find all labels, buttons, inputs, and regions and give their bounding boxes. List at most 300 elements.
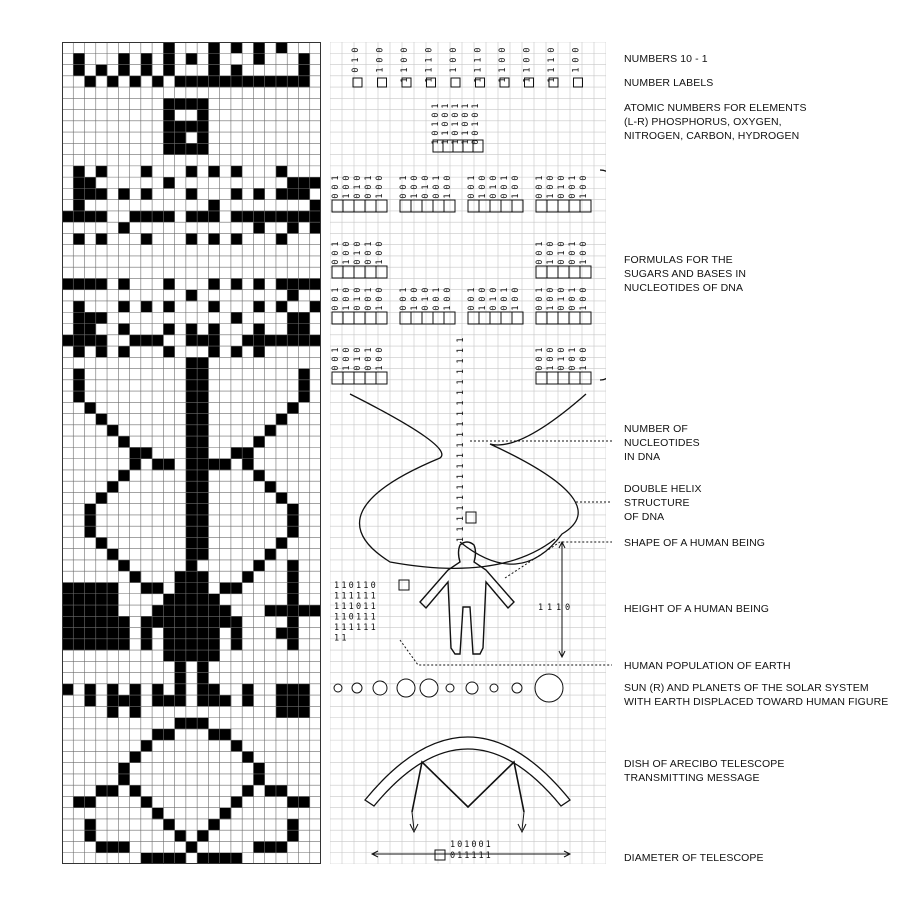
formula-bit: 1 <box>342 305 352 311</box>
message-pixel <box>298 188 310 200</box>
nucleotide-bit: 1 <box>456 379 466 385</box>
number-label-box <box>574 78 583 87</box>
formula-bit: 0 <box>557 365 567 371</box>
message-pixel <box>208 616 220 628</box>
formula-box <box>558 266 569 278</box>
message-pixel <box>163 177 175 189</box>
atomic-bit: 0 <box>461 112 471 118</box>
message-pixel <box>287 324 299 336</box>
formula-bit: 1 <box>557 356 567 362</box>
message-pixel <box>107 841 119 853</box>
binary-message-grid <box>62 42 321 864</box>
message-pixel <box>253 841 265 853</box>
formula-box <box>411 200 422 212</box>
number-bit: 0 <box>571 57 582 63</box>
formula-bit: 0 <box>331 365 341 371</box>
number-bit: 1 <box>424 67 435 73</box>
message-pixel <box>186 402 198 414</box>
atomic-bit: 1 <box>461 139 471 145</box>
message-pixel <box>85 515 97 527</box>
message-pixel <box>287 76 299 88</box>
formula-bit: 0 <box>467 296 477 302</box>
formula-box <box>547 312 558 324</box>
number-bit: 1 <box>473 67 484 73</box>
message-pixel <box>118 639 130 651</box>
formula-box <box>343 312 354 324</box>
message-pixel <box>73 166 85 178</box>
message-pixel <box>220 582 232 594</box>
message-pixel <box>107 785 119 797</box>
message-pixel <box>118 436 130 448</box>
message-pixel <box>276 695 288 707</box>
message-pixel <box>197 661 209 673</box>
message-pixel <box>107 605 119 617</box>
message-pixel <box>287 594 299 606</box>
message-pixel <box>253 76 265 88</box>
atomic-bit: 0 <box>441 121 451 127</box>
population-bit-row: 11 <box>334 633 349 644</box>
message-pixel <box>253 278 265 290</box>
message-pixel <box>163 605 175 617</box>
telescope-signal <box>412 762 524 812</box>
message-pixel <box>197 121 209 133</box>
message-pixel <box>287 571 299 583</box>
message-pixel <box>163 121 175 133</box>
message-pixel <box>231 65 243 77</box>
formula-bit: 0 <box>557 305 567 311</box>
message-pixel <box>276 42 288 54</box>
message-pixel <box>208 695 220 707</box>
formula-box <box>422 312 433 324</box>
message-pixel <box>163 459 175 471</box>
message-pixel <box>265 785 277 797</box>
message-pixel <box>287 290 299 302</box>
formula-box <box>444 312 455 324</box>
message-pixel <box>253 222 265 234</box>
atomic-bit: 1 <box>461 103 471 109</box>
message-pixel <box>163 143 175 155</box>
message-pixel <box>96 616 108 628</box>
message-pixel <box>186 515 198 527</box>
message-pixel <box>62 628 74 640</box>
formula-bit: 1 <box>546 193 556 199</box>
message-pixel <box>298 312 310 324</box>
label-human-height: HEIGHT OF A HUMAN BEING <box>624 603 770 615</box>
formula-bit: 0 <box>467 305 477 311</box>
formula-bit: 1 <box>353 356 363 362</box>
message-pixel <box>197 380 209 392</box>
formula-bit: 1 <box>489 296 499 302</box>
formula-bit: 0 <box>375 347 385 353</box>
message-pixel <box>197 628 209 640</box>
helix-strand-right <box>460 394 586 564</box>
solar-body <box>397 679 415 697</box>
message-pixel <box>107 695 119 707</box>
message-pixel <box>220 616 232 628</box>
formula-box <box>479 200 490 212</box>
atomic-bit: 1 <box>451 121 461 127</box>
formula-bit: 0 <box>364 356 374 362</box>
message-pixel <box>118 222 130 234</box>
formula-bit: 0 <box>579 347 589 353</box>
atomic-bit: 1 <box>431 139 441 145</box>
solar-body <box>373 681 387 695</box>
label-numbers: NUMBERS 10 - 1 <box>624 53 708 65</box>
formula-bit: 1 <box>421 296 431 302</box>
solar-body <box>490 684 498 692</box>
nucleotide-bit: 1 <box>456 442 466 448</box>
solar-body <box>446 684 454 692</box>
formula-bit: 0 <box>331 250 341 256</box>
nucleotide-bit: 1 <box>456 536 466 543</box>
formula-box <box>580 312 591 324</box>
message-pixel <box>85 177 97 189</box>
label-population: HUMAN POPULATION OF EARTH <box>624 660 791 672</box>
message-pixel <box>298 53 310 65</box>
message-pixel <box>242 76 254 88</box>
message-pixel <box>287 278 299 290</box>
message-pixel <box>197 582 209 594</box>
message-pixel <box>197 132 209 144</box>
message-pixel <box>107 549 119 561</box>
message-pixel <box>276 605 288 617</box>
formula-box <box>512 312 523 324</box>
message-pixel <box>107 481 119 493</box>
formula-bit: 0 <box>467 184 477 190</box>
message-pixel <box>253 324 265 336</box>
message-pixel <box>298 706 310 718</box>
population-bit-row: 110111 <box>334 612 378 623</box>
message-pixel <box>96 582 108 594</box>
formula-box <box>490 200 501 212</box>
message-pixel <box>141 335 153 347</box>
atomic-bit: 0 <box>461 121 471 127</box>
message-pixel <box>231 447 243 459</box>
formula-bit: 0 <box>331 296 341 302</box>
atomic-bit: 0 <box>441 112 451 118</box>
formula-bit: 0 <box>342 287 352 293</box>
message-pixel <box>287 684 299 696</box>
message-pixel <box>118 763 130 775</box>
message-pixel <box>152 605 164 617</box>
formula-box <box>558 200 569 212</box>
formula-bit: 0 <box>546 241 556 247</box>
formula-box <box>490 312 501 324</box>
message-pixel <box>73 53 85 65</box>
message-pixel <box>118 278 130 290</box>
formula-bit: 0 <box>478 287 488 293</box>
message-pixel <box>287 335 299 347</box>
formula-bit: 0 <box>410 296 420 302</box>
formula-bit: 1 <box>500 175 510 181</box>
message-pixel <box>62 211 74 223</box>
message-pixel <box>73 335 85 347</box>
formula-bit: 0 <box>364 305 374 311</box>
message-pixel <box>141 301 153 313</box>
message-pixel <box>208 819 220 831</box>
message-pixel <box>73 369 85 381</box>
formula-bit: 1 <box>331 347 341 353</box>
message-pixel <box>186 166 198 178</box>
formula-bit: 1 <box>399 175 409 181</box>
formula-box <box>376 312 387 324</box>
message-pixel <box>197 369 209 381</box>
message-pixel <box>163 324 175 336</box>
formula-box <box>376 266 387 278</box>
message-pixel <box>73 391 85 403</box>
message-pixel <box>197 98 209 110</box>
message-pixel <box>163 819 175 831</box>
formula-bit: 0 <box>557 287 567 293</box>
message-pixel <box>298 335 310 347</box>
number-bit: 0 <box>375 47 386 53</box>
nucleotide-bit: 1 <box>456 452 466 459</box>
message-pixel <box>197 605 209 617</box>
message-pixel <box>310 335 321 347</box>
height-bit: 1 <box>538 603 544 613</box>
formula-bit: 0 <box>546 250 556 256</box>
message-pixel <box>73 177 85 189</box>
message-pixel <box>163 132 175 144</box>
nucleotide-bit: 1 <box>456 389 466 396</box>
message-pixel <box>163 278 175 290</box>
formula-bit: 1 <box>331 175 341 181</box>
formula-bit: 0 <box>375 287 385 293</box>
message-pixel <box>253 470 265 482</box>
formula-bit: 1 <box>353 250 363 256</box>
formula-bit: 0 <box>500 305 510 311</box>
message-pixel <box>197 425 209 437</box>
atomic-bit: 1 <box>451 103 461 109</box>
message-pixel <box>85 211 97 223</box>
message-pixel <box>85 324 97 336</box>
formula-bit: 1 <box>410 193 420 199</box>
formula-bit: 1 <box>375 365 385 371</box>
atomic-bit: 0 <box>451 130 461 136</box>
message-pixel <box>298 605 310 617</box>
formula-bit: 1 <box>331 287 341 293</box>
formula-bit: 0 <box>557 241 567 247</box>
message-pixel <box>163 729 175 741</box>
formula-box <box>422 200 433 212</box>
message-pixel <box>141 616 153 628</box>
formula-box <box>536 372 547 384</box>
message-pixel <box>163 346 175 358</box>
human-figure <box>420 542 514 654</box>
message-pixel <box>73 582 85 594</box>
message-pixel <box>186 143 198 155</box>
formula-box <box>536 312 547 324</box>
formula-bit: 0 <box>432 305 442 311</box>
message-pixel <box>276 166 288 178</box>
formula-box <box>365 266 376 278</box>
message-pixel <box>107 616 119 628</box>
formula-bit: 0 <box>443 296 453 302</box>
message-pixel <box>265 211 277 223</box>
message-pixel <box>85 628 97 640</box>
message-pixel <box>208 233 220 245</box>
message-pixel <box>118 841 130 853</box>
message-pixel <box>208 53 220 65</box>
message-pixel <box>253 188 265 200</box>
nucleotide-marker-box <box>466 512 476 523</box>
nucleotide-bit: 1 <box>456 463 466 469</box>
message-pixel <box>96 166 108 178</box>
message-pixel <box>85 188 97 200</box>
message-pixel <box>175 684 187 696</box>
message-pixel <box>197 470 209 482</box>
formula-bit: 1 <box>579 305 589 311</box>
message-pixel <box>265 605 277 617</box>
formula-bit: 0 <box>535 193 545 199</box>
atomic-bit: 0 <box>431 130 441 136</box>
message-pixel <box>85 335 97 347</box>
population-bit-row: 111111 <box>334 623 378 633</box>
message-pixel <box>186 76 198 88</box>
number-bit: 1 <box>473 57 484 63</box>
nucleotide-bit: 1 <box>456 526 466 532</box>
formula-bit: 1 <box>511 305 521 311</box>
formula-box <box>468 200 479 212</box>
formula-bit: 0 <box>331 356 341 362</box>
formula-box <box>558 312 569 324</box>
message-pixel <box>310 211 321 223</box>
formula-box <box>433 200 444 212</box>
formula-bit: 0 <box>579 184 589 190</box>
formula-bit: 1 <box>546 365 556 371</box>
formula-bit: 1 <box>568 287 578 293</box>
number-bit: 1 <box>522 67 533 73</box>
message-pixel <box>231 211 243 223</box>
atomic-bit: 1 <box>451 139 461 145</box>
formula-bit: 0 <box>375 356 385 362</box>
formula-box <box>444 200 455 212</box>
atomic-bit: 0 <box>431 112 441 118</box>
message-pixel <box>231 312 243 324</box>
message-pixel <box>96 639 108 651</box>
message-pixel <box>186 504 198 516</box>
solar-body <box>334 684 342 692</box>
message-pixel <box>231 76 243 88</box>
message-pixel <box>253 436 265 448</box>
formula-bit: 0 <box>432 193 442 199</box>
message-pixel <box>265 425 277 437</box>
formula-bit: 1 <box>364 175 374 181</box>
message-pixel <box>208 65 220 77</box>
number-bit: 0 <box>498 57 508 63</box>
formula-bit: 0 <box>399 305 409 311</box>
formula-bit: 1 <box>467 287 477 293</box>
formula-bit: 1 <box>443 305 453 311</box>
message-pixel <box>175 628 187 640</box>
message-pixel <box>73 278 85 290</box>
atomic-bit: 0 <box>471 139 481 145</box>
message-pixel <box>73 380 85 392</box>
formula-box <box>479 312 490 324</box>
message-pixel <box>310 605 321 617</box>
message-pixel <box>310 301 321 313</box>
message-pixel <box>197 549 209 561</box>
message-pixel <box>197 650 209 662</box>
message-pixel <box>197 639 209 651</box>
message-pixel <box>73 639 85 651</box>
message-pixel <box>152 808 164 820</box>
message-pixel <box>141 796 153 808</box>
formula-box <box>354 266 365 278</box>
message-pixel <box>186 53 198 65</box>
formula-bit: 0 <box>511 296 521 302</box>
number-bit: 0 <box>498 47 508 53</box>
label-telescope-diameter: DIAMETER OF TELESCOPE <box>624 852 764 864</box>
message-pixel <box>152 76 164 88</box>
formula-box <box>411 312 422 324</box>
formula-bit: 1 <box>375 193 385 199</box>
formula-bit: 0 <box>511 175 521 181</box>
formula-bit: 1 <box>557 250 567 256</box>
message-pixel <box>276 537 288 549</box>
formula-bit: 0 <box>375 184 385 190</box>
message-pixel <box>186 560 198 572</box>
number-bit: 1 <box>400 77 410 83</box>
formula-bit: 0 <box>364 193 374 199</box>
message-pixel <box>175 121 187 133</box>
formula-bit: 1 <box>511 193 521 199</box>
formula-box <box>569 372 580 384</box>
message-pixel <box>163 639 175 651</box>
formula-bit: 0 <box>535 259 545 265</box>
height-bit: 1 <box>556 603 562 613</box>
formula-bit: 1 <box>364 287 374 293</box>
formula-bit: 0 <box>568 184 578 190</box>
message-pixel <box>118 53 130 65</box>
message-pixel <box>287 402 299 414</box>
formula-bit: 0 <box>535 250 545 256</box>
formula-bit: 1 <box>568 347 578 353</box>
message-pixel <box>175 695 187 707</box>
message-pixel <box>175 132 187 144</box>
message-pixel <box>186 537 198 549</box>
formula-box <box>580 266 591 278</box>
message-pixel <box>197 853 209 864</box>
message-pixel <box>186 481 198 493</box>
message-pixel <box>208 853 220 864</box>
message-pixel <box>186 357 198 369</box>
message-pixel <box>85 594 97 606</box>
message-pixel <box>310 278 321 290</box>
formula-bit: 0 <box>364 296 374 302</box>
message-pixel <box>287 706 299 718</box>
message-pixel <box>186 335 198 347</box>
message-pixel <box>96 312 108 324</box>
label-number-labels: NUMBER LABELS <box>624 77 714 89</box>
formula-bit: 1 <box>467 175 477 181</box>
formula-bit: 0 <box>579 241 589 247</box>
formula-box <box>547 372 558 384</box>
formula-bit: 1 <box>331 241 341 247</box>
message-pixel <box>208 76 220 88</box>
message-pixel <box>175 605 187 617</box>
message-pixel <box>242 684 254 696</box>
number-bit: 0 <box>424 47 435 53</box>
message-pixel <box>276 785 288 797</box>
label-solar-system: SUN (R) AND PLANETS OF THE SOLAR SYSTEM WITH EARTH DISPLACED TOWARD HUMAN FIGURE <box>624 682 889 708</box>
message-pixel <box>208 594 220 606</box>
number-bit: 1 <box>498 77 508 83</box>
number-bit: 0 <box>351 47 361 53</box>
label-telescope-dish: DISH OF ARECIBO TELESCOPE TRANSMITTING MESSAGE <box>624 758 785 784</box>
formula-bit: 0 <box>331 184 341 190</box>
message-pixel <box>197 76 209 88</box>
